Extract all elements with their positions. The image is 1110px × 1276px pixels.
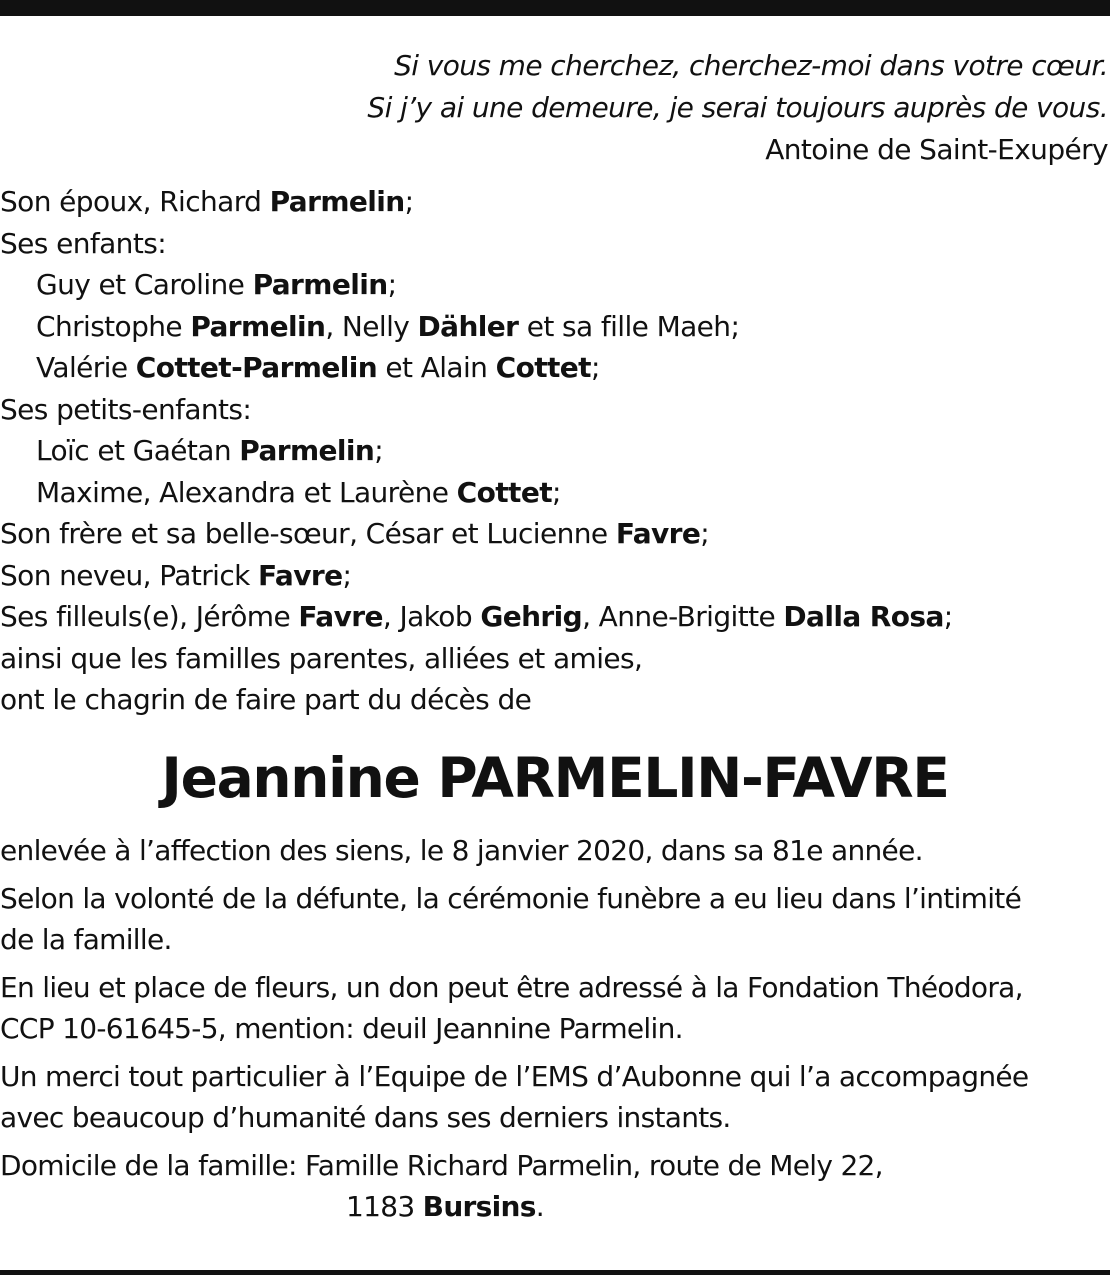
passing-date-paragraph: enlevée à l’affection des siens, le 8 janvier 2020, dans sa 81e année. (0, 834, 923, 867)
epigraph (367, 45, 1108, 171)
family-line-child-2: Christophe Parmelin, Nelly Dähler et sa fille Maeh; (36, 309, 740, 343)
family-line-nephew: Son neveu, Patrick Favre; (0, 558, 352, 592)
family-line-sibling: Son frère et sa belle-sœur, César et Lucienne Favre; (0, 517, 710, 550)
family-line-grandchild-1: Loïc et Gaétan Parmelin; (36, 434, 384, 467)
top-rule (0, 0, 1110, 16)
family-line-grandchildren-heading: Ses petits-enfants: (0, 392, 252, 426)
family-list (0, 181, 1110, 721)
address-locality: 1183 Bursins. (346, 1190, 544, 1223)
family-line-spouse: Son époux, Richard Parmelin; (0, 185, 414, 218)
family-line-godchildren: Ses filleuls(e), Jérôme Favre, Jakob Gehrig, Anne-Brigitte Dalla Rosa; (0, 600, 953, 633)
thanks-paragraph: Un merci tout particulier à l’Equipe de l’EMS d’Aubonne qui l’a accompagnée avec beaucoup d’humanité dans ses derniers instants. (0, 1060, 1029, 1134)
address-paragraph: Domicile de la famille: Famille Richard Parmelin, route de Mely 22, 1183 Bursins. (0, 1145, 1110, 1227)
family-line-children-heading: Ses enfants: (0, 226, 167, 260)
quote-line-2: Si j’y ai une demeure, je serai toujours auprès de vous. (367, 91, 1108, 124)
notice-body (0, 830, 1110, 1234)
family-line-relatives: ainsi que les familles parentes, alliées et amies, (0, 641, 643, 675)
family-line-grandchild-2: Maxime, Alexandra et Laurène Cottet; (36, 475, 561, 509)
deceased-name: Jeannine PARMELIN-FAVRE (161, 746, 949, 810)
family-line-announcement: ont le chagrin de faire part du décès de (0, 683, 532, 716)
family-line-child-1: Guy et Caroline Parmelin; (36, 268, 397, 301)
donation-paragraph: En lieu et place de fleurs, un don peut être adressé à la Fondation Théodora, CCP 10-61645-5, mention: deuil Jeannine Parmelin. (0, 971, 1023, 1045)
bottom-rule (0, 1270, 1110, 1275)
quote-line-1: Si vous me cherchez, cherchez-moi dans votre cœur. (394, 49, 1108, 82)
ceremony-paragraph: Selon la volonté de la défunte, la cérémonie funèbre a eu lieu dans l’intimité de la famille. (0, 882, 1022, 956)
family-line-child-3: Valérie Cottet-Parmelin et Alain Cottet; (36, 351, 600, 384)
quote-author: Antoine de Saint-Exupéry (765, 133, 1108, 166)
